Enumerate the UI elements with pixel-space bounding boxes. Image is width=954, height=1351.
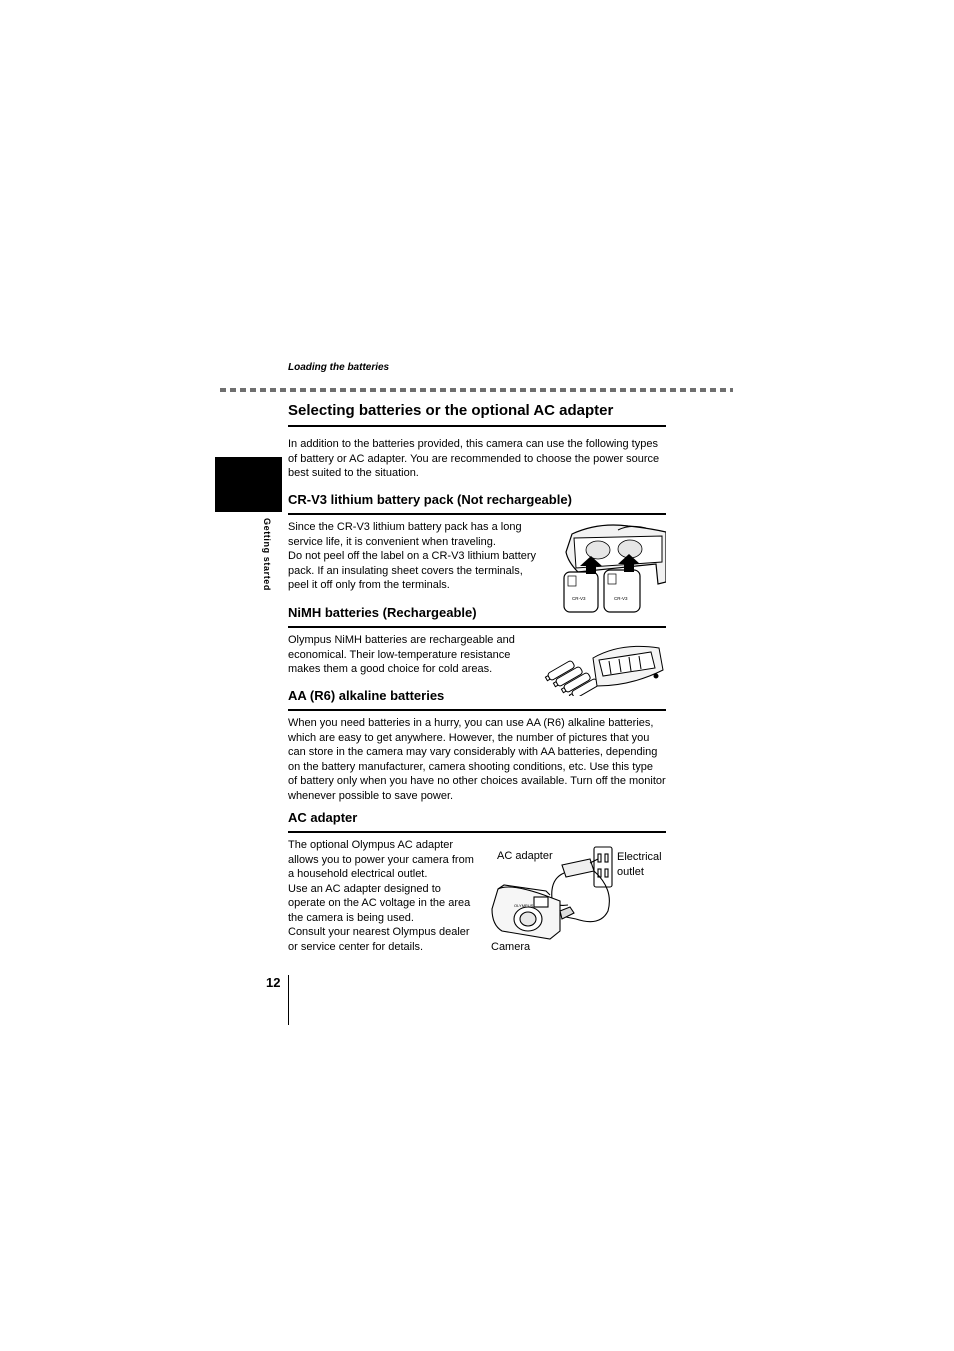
crv3-line: Do not peel off the label on a CR-V3 lithium battery (288, 550, 537, 562)
ac-line: the camera is being used. (288, 911, 414, 924)
ac-paragraph (288, 838, 488, 954)
ac-adapter-camera-illustration (490, 845, 614, 941)
ac-line: Consult your nearest Olympus dealer (288, 926, 470, 938)
caption-ac-adapter: AC adapter (497, 850, 553, 862)
dashed-rule (220, 388, 733, 392)
heading-crv3: CR-V3 lithium battery pack (Not rechargeable) (288, 492, 572, 507)
ac-line: Use an AC adapter designed to (288, 882, 441, 895)
running-head: Loading the batteries (288, 362, 390, 373)
crv3-line: service life, it is convenient when traveling. (288, 535, 496, 548)
crv3-battery-label: CR-V3 (614, 596, 628, 601)
nimh-paragraph (288, 633, 538, 677)
heading-ac: AC adapter (288, 810, 358, 825)
ac-line: allows you to power your camera from (288, 853, 474, 866)
page-title: Selecting batteries or the optional AC adapter (288, 402, 614, 419)
page-number-rule (288, 975, 289, 1025)
ac-rule (288, 831, 666, 833)
aa-line: of battery only when you have no other choices available. Turn off the monitor (288, 775, 666, 787)
ac-line: The optional Olympus AC adapter (288, 839, 454, 851)
camera-brand-label: OLYMPUS (514, 903, 534, 908)
heading-nimh: NiMH batteries (Rechargeable) (288, 605, 477, 620)
aa-line: can store in the camera may vary considerably with AA batteries, depending (288, 746, 658, 758)
heading-aa: AA (R6) alkaline batteries (288, 688, 445, 703)
intro-paragraph (288, 437, 668, 481)
ac-line: operate on the AC voltage in the area (288, 897, 471, 909)
caption-outlet-line: Electrical (617, 851, 662, 863)
crv3-line: peel it off only from the terminals. (288, 579, 450, 591)
nimh-batteries-and-charger-illustration (541, 640, 665, 696)
aa-line: When you need batteries in a hurry, you can use AA (R6) alkaline batteries, (288, 717, 654, 729)
ac-line: a household electrical outlet. (288, 868, 428, 880)
page-number: 12 (266, 975, 281, 990)
nimh-line: economical. Their low-temperature resistance (288, 648, 511, 661)
crv3-battery-label: CR-V3 (572, 596, 586, 601)
aa-paragraph (288, 716, 668, 803)
intro-line: best suited to the situation. (288, 467, 419, 479)
aa-line: which are easy to get anywhere. However, the number of pictures that you (288, 731, 650, 744)
nimh-rule (288, 626, 666, 628)
crv3-line: pack. If an insulating sheet covers the terminals, (288, 564, 523, 577)
intro-line: In addition to the batteries provided, this camera can use the following types (288, 438, 658, 450)
crv3-battery-illustration (558, 522, 666, 614)
aa-rule (288, 709, 666, 711)
intro-line: of battery or AC adapter. You are recommended to choose the power source (288, 452, 660, 465)
crv3-line: Since the CR-V3 lithium battery pack has a long (288, 521, 522, 533)
ac-line: or service center for details. (288, 940, 424, 953)
crv3-paragraph (288, 520, 548, 593)
aa-line: on the battery manufacturer, camera shooting conditions, etc. Use this type (288, 760, 654, 773)
caption-camera: Camera (491, 941, 531, 953)
aa-line: whenever possible to save power. (288, 789, 454, 802)
caption-electrical-outlet (617, 850, 662, 880)
title-rule (288, 425, 666, 427)
chapter-tab (215, 457, 282, 512)
nimh-line: makes them a good choice for cold areas. (288, 663, 493, 675)
crv3-rule (288, 513, 666, 515)
chapter-side-label: Getting started (262, 518, 272, 592)
nimh-line: Olympus NiMH batteries are rechargeable and (288, 634, 515, 646)
caption-outlet-line: outlet (617, 866, 644, 878)
